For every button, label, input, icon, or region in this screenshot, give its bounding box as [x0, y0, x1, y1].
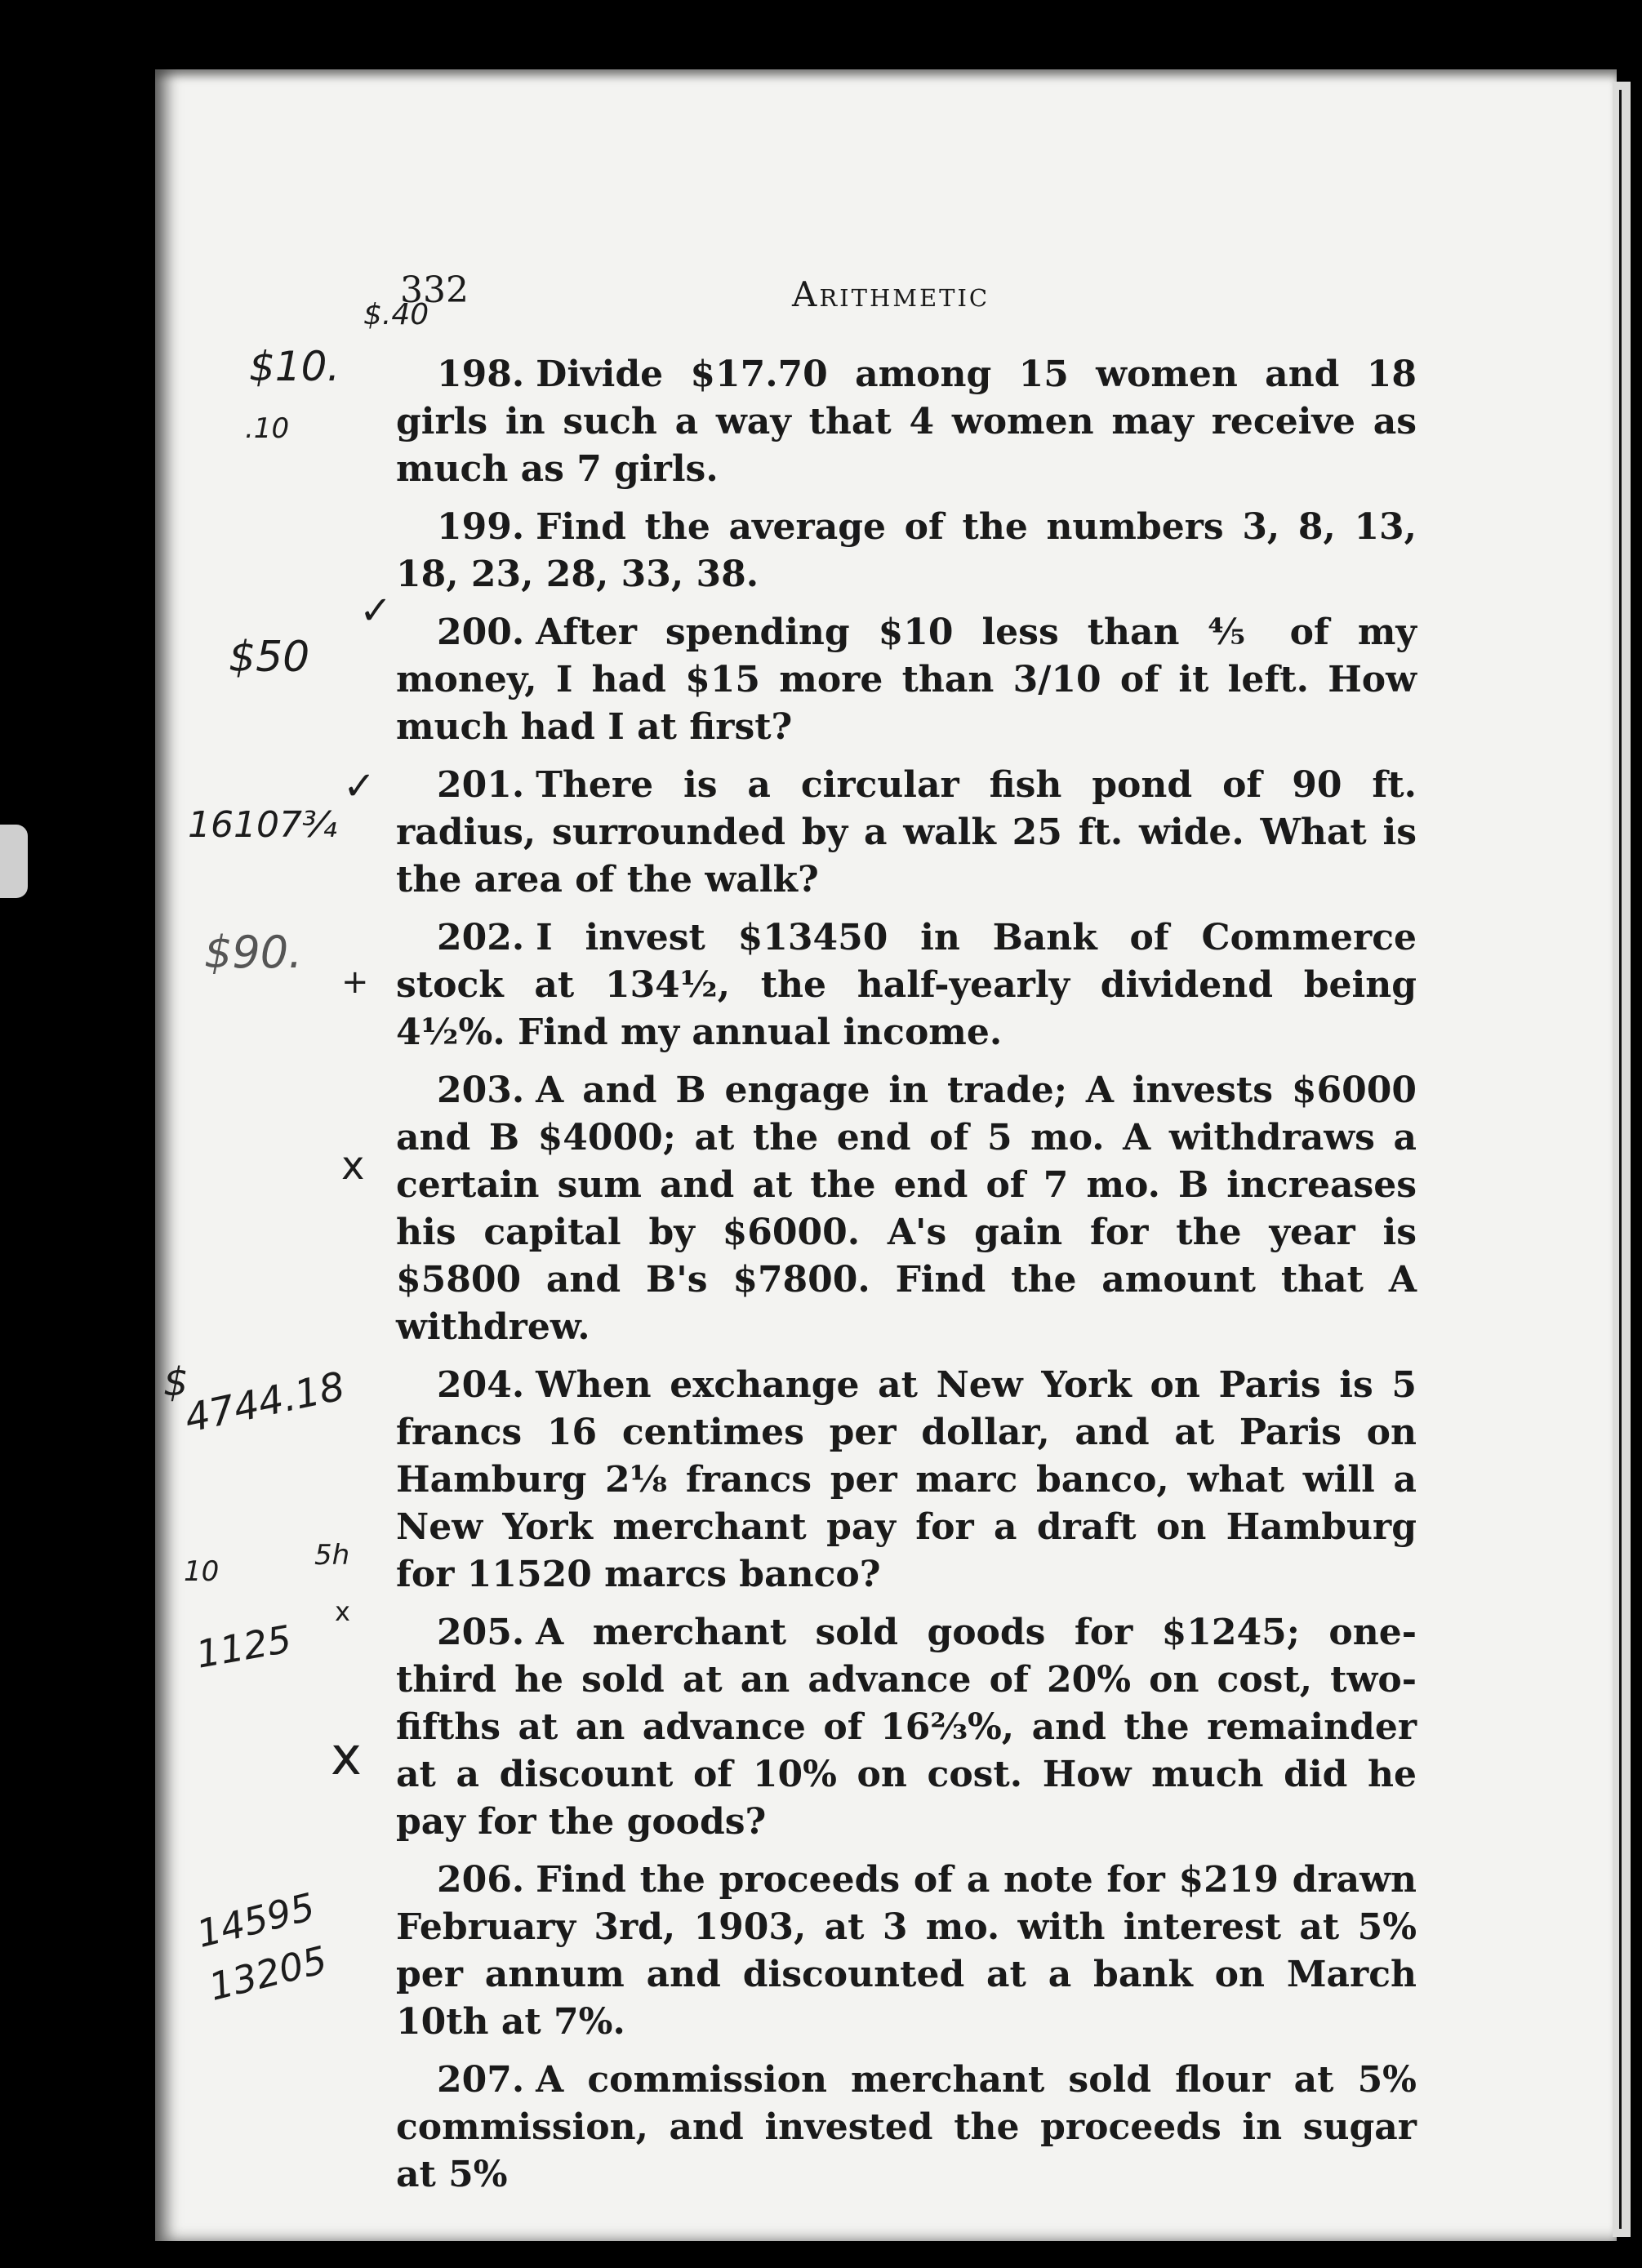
problem-text: Find the average of the numbers 3, 8, 13, 18, 23, 28, 33, 38.	[396, 506, 1417, 595]
handwritten-note: 14595	[192, 1884, 319, 1956]
problem-number: 200.	[437, 611, 525, 653]
page-number: 332	[400, 269, 469, 311]
binding-clip	[0, 825, 28, 898]
problem-203	[396, 1067, 1417, 1351]
problem-text: After spending $10 less than ⅘ of my money, I had $15 more than 3/10 of it left. How much had I at first?	[396, 611, 1417, 748]
problem-number: 201.	[437, 764, 525, 806]
problem-198	[396, 351, 1417, 493]
handwritten-note: 4744.18	[180, 1363, 349, 1443]
handwritten-note: 1125	[193, 1617, 295, 1677]
problem-text: A commission merchant sold flour at 5% commission, and invested the proceeds in sugar at 5%	[396, 2059, 1417, 2195]
problem-204	[396, 1362, 1417, 1599]
problem-text: There is a circular fish pond of 90 ft. radius, surrounded by a walk 25 ft. wide. What is the area of the walk?	[396, 764, 1417, 901]
problem-number: 206.	[437, 1859, 525, 1901]
problem-text: Find the proceeds of a note for $219 drawn February 3rd, 1903, at 3 mo. with interest at 5% per annum and discounted at a bank on March 10th at 7%.	[396, 1859, 1417, 2043]
problem-number: 199.	[437, 506, 525, 548]
problem-number: 207.	[437, 2059, 525, 2101]
problem-207	[396, 2057, 1417, 2199]
check-mark: ✓	[343, 763, 376, 809]
problem-text: A and B engage in trade; A invests $6000 and B $4000; at the end of 5 mo. A withdraws a certain sum and at the end of 7 mo. B increases his capital by $6000. A's gain for the year is $5800 and B's $7800. Find the amount that A withdrew.	[396, 1070, 1417, 1348]
cross-mark: x	[341, 1143, 365, 1189]
handwritten-note: $.40	[363, 298, 429, 331]
cross-mark: x	[331, 1727, 362, 1787]
page-header	[400, 269, 1421, 327]
problem-number: 202.	[437, 917, 525, 958]
problem-text: When exchange at New York on Paris is 5 francs 16 centimes per dollar, and at Paris on Hamburg 2⅛ francs per marc banco, what will a New York merchant pay for a draft on Hamburg for 11520 marcs banco?	[396, 1364, 1417, 1595]
problem-number: 198.	[437, 354, 525, 395]
problem-number: 205.	[437, 1612, 525, 1653]
problem-number: 204.	[437, 1364, 525, 1406]
handwritten-note: $50	[229, 633, 310, 682]
handwritten-note: 16107¾	[188, 804, 337, 846]
problem-201	[396, 762, 1417, 904]
problem-list	[396, 351, 1417, 2209]
page-edge	[1613, 82, 1631, 2237]
handwritten-note: $90.	[204, 927, 303, 978]
check-mark: ✓	[359, 588, 393, 634]
problem-202	[396, 914, 1417, 1056]
problem-text: Divide $17.70 among 15 women and 18 girls in such a way that 4 women may receive as much as 7 girls.	[396, 354, 1417, 490]
page-edge-line	[1619, 90, 1622, 2229]
problem-205	[396, 1609, 1417, 1846]
problem-200	[396, 609, 1417, 751]
handwritten-note: .10	[245, 412, 290, 445]
handwritten-note: 5h	[314, 1539, 350, 1572]
handwritten-note: $	[163, 1359, 189, 1405]
problem-text: I invest $13450 in Bank of Commerce stock at 134½, the half-yearly dividend being 4½%. Find my annual income.	[396, 917, 1417, 1053]
problem-text: A merchant sold goods for $1245; one-third he sold at an advance of 20% on cost, two-fifths at an advance of 16⅔%, and the remainder at a discount of 10% on cost. How much did he pay for the goods?	[396, 1612, 1417, 1843]
handwritten-note: 10	[184, 1555, 220, 1588]
running-title: Arithmetic	[792, 274, 990, 314]
problem-206	[396, 1857, 1417, 2046]
cross-mark: x	[335, 1596, 350, 1627]
handwritten-note: 13205	[204, 1937, 332, 2009]
plus-mark: +	[341, 963, 369, 1001]
problem-number: 203.	[437, 1070, 525, 1111]
handwritten-note: $10.	[249, 343, 340, 390]
problem-199	[396, 504, 1417, 598]
